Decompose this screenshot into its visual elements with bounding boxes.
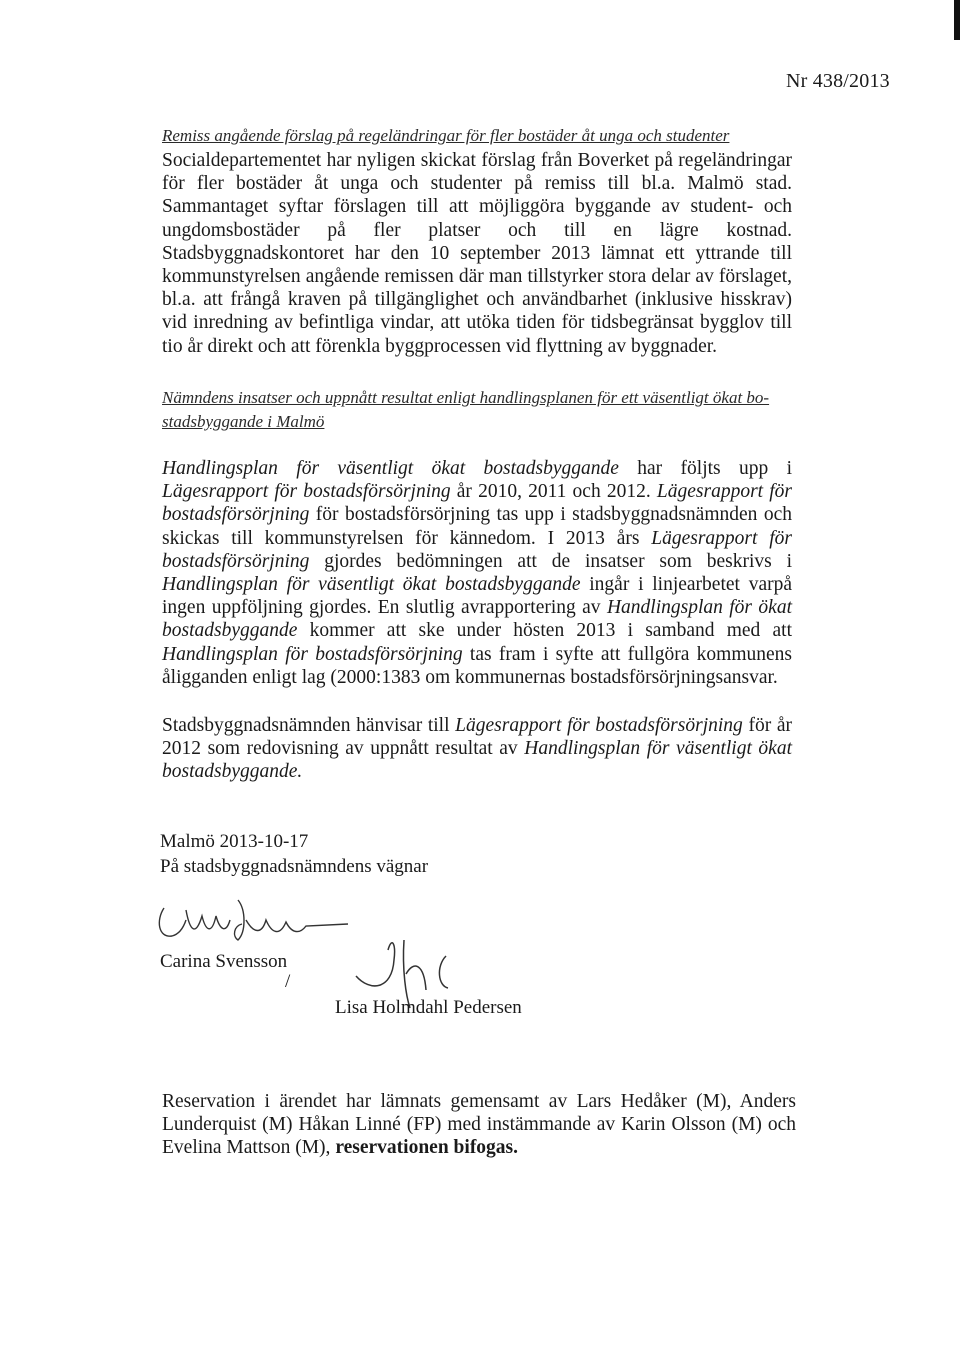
signer-2-name: Lisa Holmdahl Pedersen: [335, 997, 522, 1018]
section-heading-remiss: Remiss angående förslag på regeländringar för fler bostäder åt unga och studenter: [162, 126, 730, 145]
text-run: år 2010, 2011 och 2012.: [450, 481, 657, 503]
text-run: har följts upp i: [618, 458, 793, 479]
title-ref: Handlingsplan för väsentligt ökat bostadsbyggande.: [162, 738, 792, 783]
title-ref: Handlingsplan för ökat bostadsbyggande: [162, 597, 792, 642]
signature-separator: /: [285, 971, 291, 992]
title-ref: Handlingsplan för bostadsförsörjning: [162, 643, 463, 665]
signature-carina-svensson: [150, 880, 350, 950]
title-ref: Lägesrapport för bostadsförsörjning: [162, 527, 792, 572]
section-heading-insatser-line1: Nämndens insatser och uppnått resultat enligt handlingsplanen för ett väsentligt ökat bo-: [162, 388, 770, 407]
signer-1-name: Carina Svensson: [160, 951, 288, 972]
title-ref: Lägesrapport för bostadsförsörjning: [162, 481, 792, 526]
text-run: för år 2012 som redovisning av uppnått resultat av: [162, 715, 792, 760]
title-ref: Lägesrapport för bostadsförsörjning: [162, 481, 451, 503]
paragraph-hanvisning: [162, 714, 792, 784]
text-run: gjordes bedömningen att de insatser som beskrivs i: [309, 550, 792, 572]
text-run: för bostadsförsörjning tas upp i stadsbyggnadsnämnden och skickas till kommunstyrelsen för kännedom. I 2013 års: [162, 504, 792, 549]
section-heading-insatser-line2: stadsbyggande i Malmö: [162, 412, 325, 431]
title-ref: Handlingsplan för väsentligt ökat bostadsbyggande: [162, 458, 619, 479]
text-run: ingår i linjearbetet varpå ingen uppföljning gjordes. En slutlig avrapportering av: [162, 574, 792, 619]
text-run: Stadsbyggnadsnämnden hänvisar till: [162, 715, 456, 736]
title-ref: Handlingsplan för väsentligt ökat bostadsbyggande: [162, 574, 581, 596]
scan-edge-mark: [954, 0, 960, 40]
on-behalf-line: På stadsbyggnadsnämndens vägnar: [160, 856, 429, 877]
place-date: Malmö 2013-10-17: [160, 831, 309, 852]
reservation-note: reservationen bifogas.: [335, 1137, 519, 1159]
text-run: kommer att ske under hösten 2013 i samband med att: [297, 620, 792, 642]
document-number: Nr 438/2013: [786, 70, 890, 92]
section-body-remiss: Socialdepartementet har nyligen skickat förslag från Boverket på regeländringar för fler bostäder åt unga och studenter på remiss till bl.a. Malmö stad. Sammantaget syftar förslagen till att möjliggöra byggande av student- och ungdomsbostäder på fler platser och till en lägre kostnad. Stadsbyggnadskontoret har den 10 september 2013 lämnat ett yttrande till kommunstyrelsen angående remissen där man tillstyrker stora delar av förslaget, bl.a. att frångå kraven på tillgänglighet och användbarhet (inklusive hisskrav) vid inredning av befintliga vindar, att utöka tiden för tidsbegränsat bygglov till tio år direkt och att förenkla byggprocessen vid flyttning av byggnader.: [162, 150, 792, 357]
text-run: Reservation i ärendet har lämnats gemensamt av Lars Hedåker (M), Anders Lunderquist (M) Håkan Linné (FP) med instämmande av Karin Olsson (M) och Evelina Mattson (M),: [162, 1091, 796, 1159]
text-run: tas fram i syfte att fullgöra kommunens åligganden enligt lag (2000:1383 om kommunernas bostadsförsörjningsansvar.: [162, 643, 792, 688]
reservation-paragraph: [162, 1090, 796, 1160]
paragraph-uppfoljning: [162, 457, 792, 689]
title-ref: Lägesrapport för bostadsförsörjning: [455, 715, 743, 736]
